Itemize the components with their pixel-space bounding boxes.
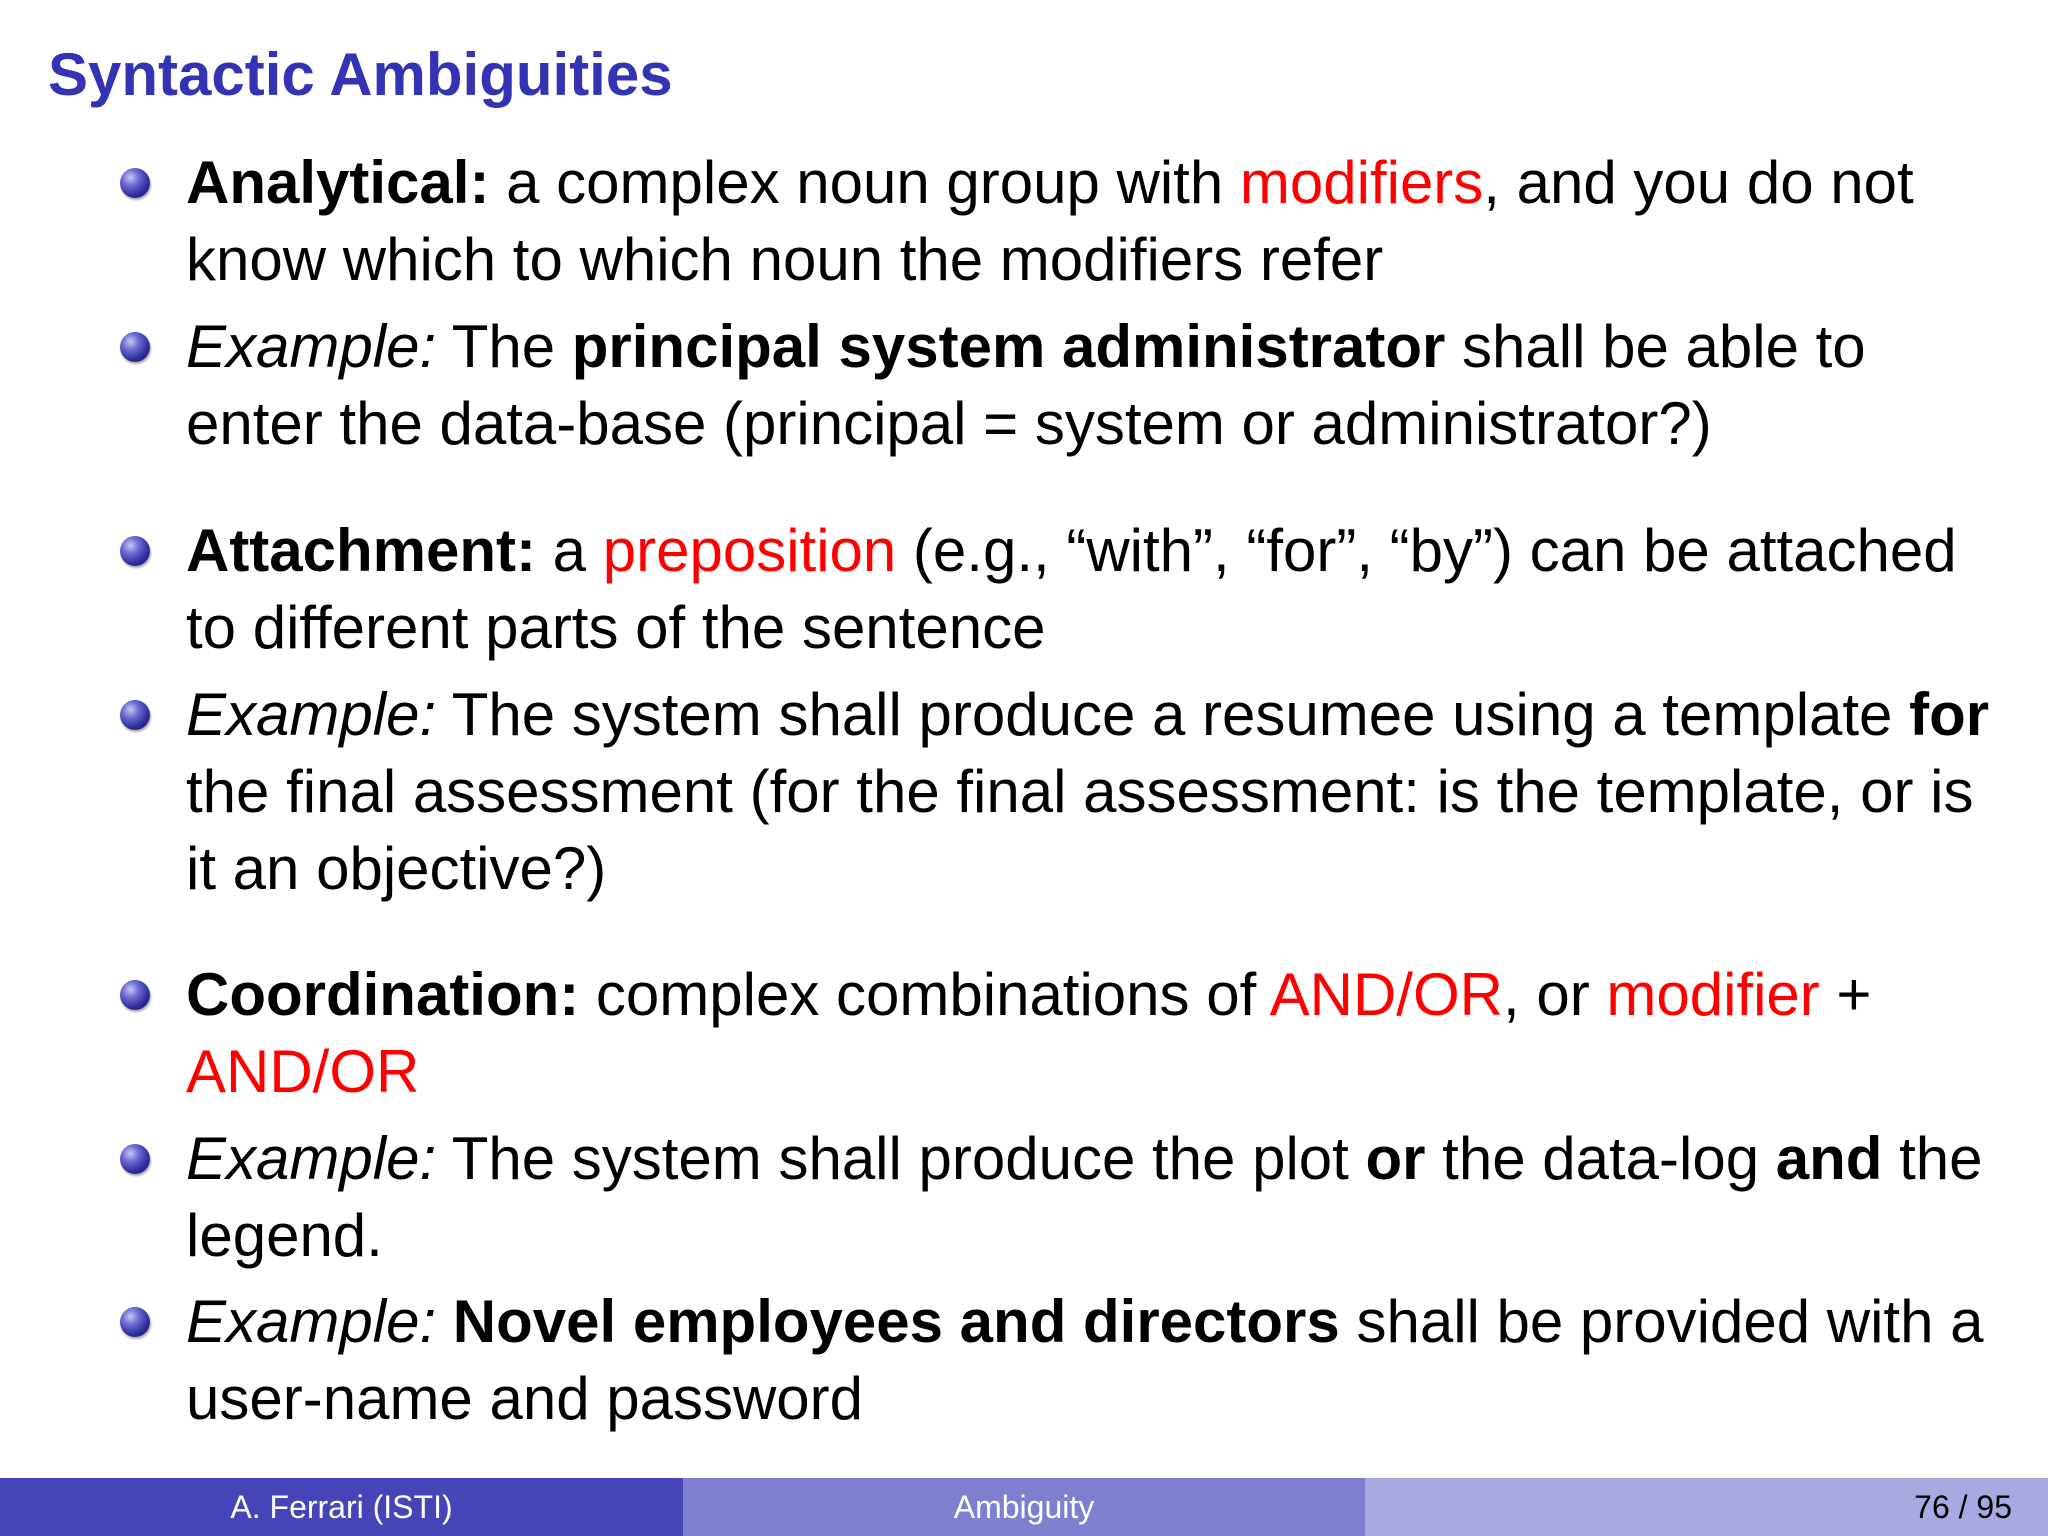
footer-page-number: 76 / 95 [1365, 1478, 2048, 1536]
bullet-example-attachment [186, 676, 1996, 907]
bullet-text: shall be able to enter the data-base (principal = system or administrator?) [186, 313, 1866, 457]
bold-text: principal system administrator [571, 313, 1446, 380]
highlight-text: AND/OR [1269, 961, 1503, 1028]
bold-text: and [1775, 1125, 1883, 1192]
bullet-text: the data-log [1425, 1125, 1776, 1192]
bullet-text: a complex noun group with [489, 149, 1240, 216]
bullet-text: The [436, 313, 572, 380]
bullet-text: The system shall produce the plot [436, 1125, 1366, 1192]
slide-title: Syntactic Ambiguities [48, 41, 673, 108]
bullet-text: complex combinations of [579, 961, 1270, 1028]
bullet-text: the legend. [186, 1125, 1983, 1269]
highlight-text: AND/OR [186, 1038, 420, 1105]
highlight-text: modifiers [1239, 149, 1484, 216]
term-label: Coordination: [186, 961, 580, 1028]
bullet-ball-icon [120, 700, 150, 730]
bullet-ball-icon [120, 536, 150, 566]
term-label: Analytical: [186, 149, 490, 216]
example-label: Example: [186, 1288, 437, 1355]
example-label: Example: [186, 313, 437, 380]
bullet-text: The system shall produce a resumee using a template [436, 681, 1910, 748]
highlight-text: preposition [602, 517, 897, 584]
bullet-ball-icon [120, 168, 150, 198]
bullet-text: , or [1502, 961, 1607, 1028]
bold-text: or [1365, 1125, 1426, 1192]
bullet-example-coordination-2 [186, 1283, 1996, 1437]
example-label: Example: [186, 1125, 437, 1192]
footer-author: A. Ferrari (ISTI) [0, 1478, 683, 1536]
bullet-attachment [186, 512, 1996, 666]
footer-topic: Ambiguity [683, 1478, 1365, 1536]
bullet-text: , and you do not know which to which noun the modifiers refer [186, 149, 1914, 293]
bold-text: for [1909, 681, 1990, 748]
bullet-text: the final assessment (for the final assessment: is the template, or is it an objective?) [186, 758, 1974, 902]
bullet-example-analytical [186, 308, 1996, 462]
bullet-ball-icon [120, 332, 150, 362]
bullet-text: (e.g., “with”, “for”, “by”) can be attached to different parts of the sentence [186, 517, 1957, 661]
bullet-analytical [186, 144, 1996, 298]
footer-bar [0, 1478, 2048, 1536]
bold-text: Novel employees and directors [452, 1288, 1340, 1355]
bullet-text: a [536, 517, 603, 584]
bullet-ball-icon [120, 980, 150, 1010]
bullet-text [436, 1288, 453, 1355]
bullet-text: + [1819, 961, 1872, 1028]
term-label: Attachment: [186, 517, 537, 584]
bullet-ball-icon [120, 1144, 150, 1174]
bullet-example-coordination-1 [186, 1120, 1996, 1274]
example-label: Example: [186, 681, 437, 748]
bullet-ball-icon [120, 1307, 150, 1337]
highlight-text: modifier [1606, 961, 1820, 1028]
bullet-coordination [186, 956, 1996, 1110]
bullet-text: shall be provided with a user-name and password [186, 1288, 1984, 1432]
